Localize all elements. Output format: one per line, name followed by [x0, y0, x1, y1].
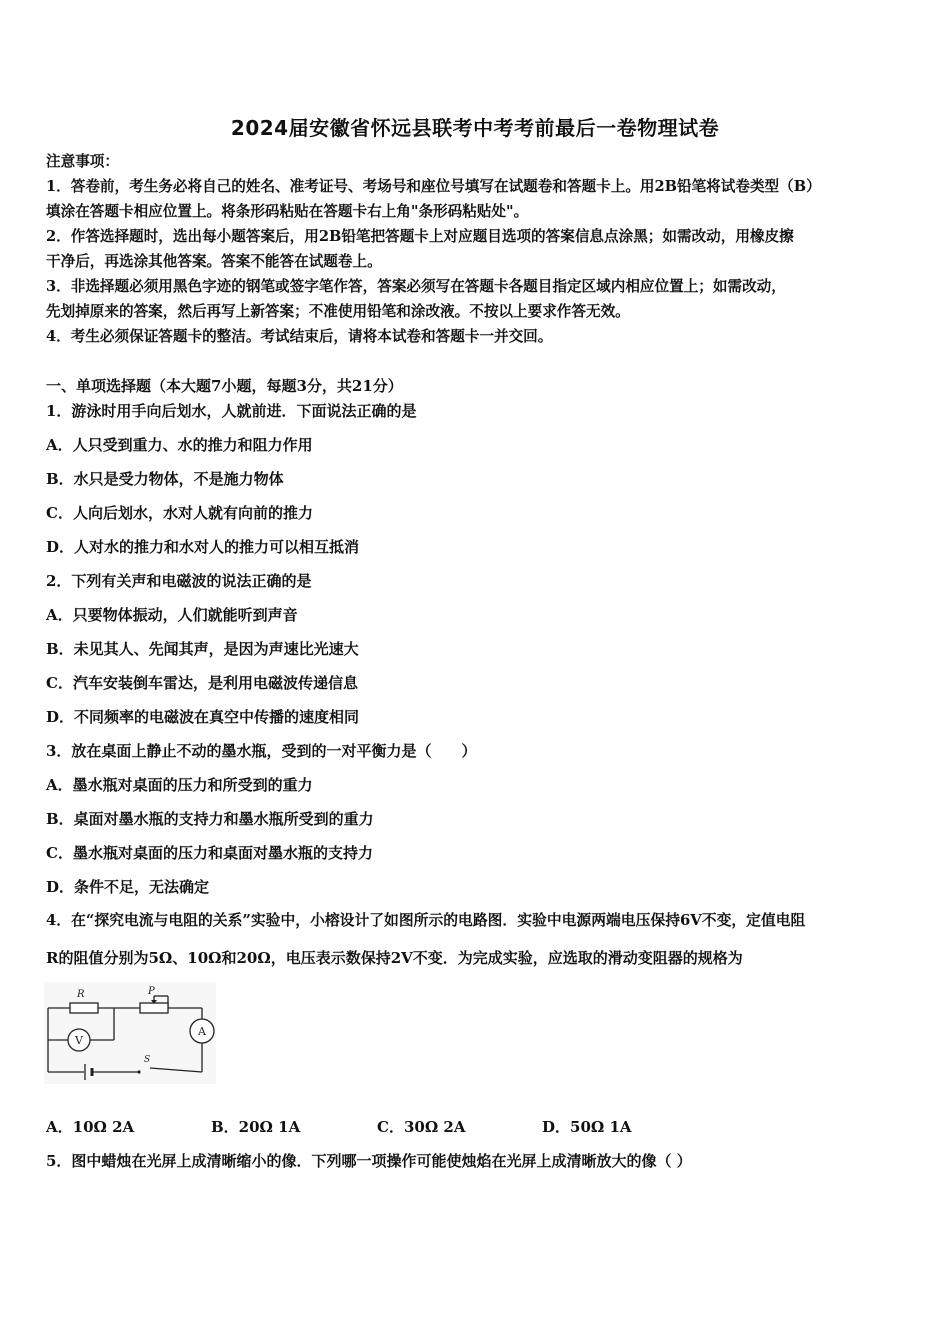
voltmeter-label: V — [75, 1034, 83, 1047]
circuit-diagram — [44, 982, 216, 1084]
question-4-option: D．50Ω 1A — [542, 1118, 632, 1136]
question-5-stem: 5．图中蜡烛在光屏上成清晰缩小的像．下列哪一项操作可能使烛焰在光屏上成清晰放大的像（ ） — [46, 1152, 692, 1170]
question-3-option: D．条件不足，无法确定 — [46, 878, 210, 896]
question-3-option: A．墨水瓶对桌面的压力和所受到的重力 — [46, 776, 313, 794]
question-4-stem: 4．在“探究电流与电阻的关系”实验中，小榕设计了如图所示的电路图．实验中电源两端电压保持6V不变，定值电阻 — [46, 912, 806, 929]
question-2-option: D．不同频率的电磁波在真空中传播的速度相同 — [46, 708, 360, 726]
resistor-r-label: R — [77, 989, 85, 1000]
question-4-option: C．30Ω 2A — [377, 1118, 466, 1136]
question-4-stem-continued: R的阻值分别为5Ω、10Ω和20Ω，电压表示数保持2V不变．为完成实验，应选取的滑动变阻器的规格为 — [46, 949, 743, 967]
rheostat — [140, 1003, 168, 1013]
notice-line: 2．作答选择题时，选出每小题答案后，用2B铅笔把答题卡上对应题目选项的答案信息点涂黑；如需改动，用橡皮擦 — [46, 228, 794, 245]
notice-line: 1．答卷前，考生务必将自己的姓名、准考证号、考场号和座位号填写在试题卷和答题卡上。用2B铅笔将试卷类型（B） — [46, 178, 821, 195]
ammeter-label: A — [198, 1025, 206, 1038]
question-4-option: A．10Ω 2A — [46, 1118, 135, 1136]
notice-heading: 注意事项： — [46, 153, 119, 170]
question-1-option: A．人只受到重力、水的推力和阻力作用 — [46, 436, 313, 454]
question-2-option: B．未见其人、先闻其声，是因为声速比光速大 — [46, 640, 359, 658]
rheostat-p-label: P — [148, 986, 155, 997]
resistor-r — [70, 1003, 98, 1013]
question-1-stem: 1．游泳时用手向后划水，人就前进．下面说法正确的是 — [46, 402, 417, 420]
notice-line: 3．非选择题必须用黑色字迹的钢笔或签字笔作答，答案必须写在答题卡各题目指定区域内相应位置上；如需改动， — [46, 278, 786, 295]
question-3-option: B．桌面对墨水瓶的支持力和墨水瓶所受到的重力 — [46, 810, 374, 828]
switch-contact — [137, 1070, 140, 1073]
question-3-stem: 3．放在桌面上静止不动的墨水瓶，受到的一对平衡力是（ ） — [46, 742, 477, 760]
question-2-option: C．汽车安装倒车雷达，是利用电磁波传递信息 — [46, 674, 358, 692]
notice-line: 干净后，再选涂其他答案。答案不能答在试题卷上。 — [46, 253, 382, 270]
question-2-stem: 2．下列有关声和电磁波的说法正确的是 — [46, 572, 312, 590]
question-2-option: A．只要物体振动，人们就能听到声音 — [46, 606, 298, 624]
notice-line: 先划掉原来的答案，然后再写上新答案；不准使用铅笔和涂改液。不按以上要求作答无效。 — [46, 303, 630, 320]
question-1-option: D．人对水的推力和水对人的推力可以相互抵消 — [46, 538, 360, 556]
notice-line: 填涂在答题卡相应位置上。将条形码粘贴在答题卡右上角"条形码粘贴处"。 — [46, 203, 529, 220]
page-title: 2024届安徽省怀远县联考中考考前最后一卷物理试卷 — [230, 116, 720, 140]
question-1-option: B．水只是受力物体，不是施力物体 — [46, 470, 284, 488]
question-4-options — [46, 1116, 746, 1136]
section-heading: 一、单项选择题（本大题7小题，每题3分，共21分） — [46, 377, 403, 395]
switch-label: S — [144, 1055, 151, 1065]
question-4-option: B．20Ω 1A — [211, 1118, 301, 1136]
question-1-option: C．人向后划水，水对人就有向前的推力 — [46, 504, 313, 522]
notice-line: 4．考生必须保证答题卡的整洁。考试结束后，请将本试卷和答题卡一并交回。 — [46, 328, 553, 345]
question-3-option: C．墨水瓶对桌面的压力和桌面对墨水瓶的支持力 — [46, 844, 373, 862]
